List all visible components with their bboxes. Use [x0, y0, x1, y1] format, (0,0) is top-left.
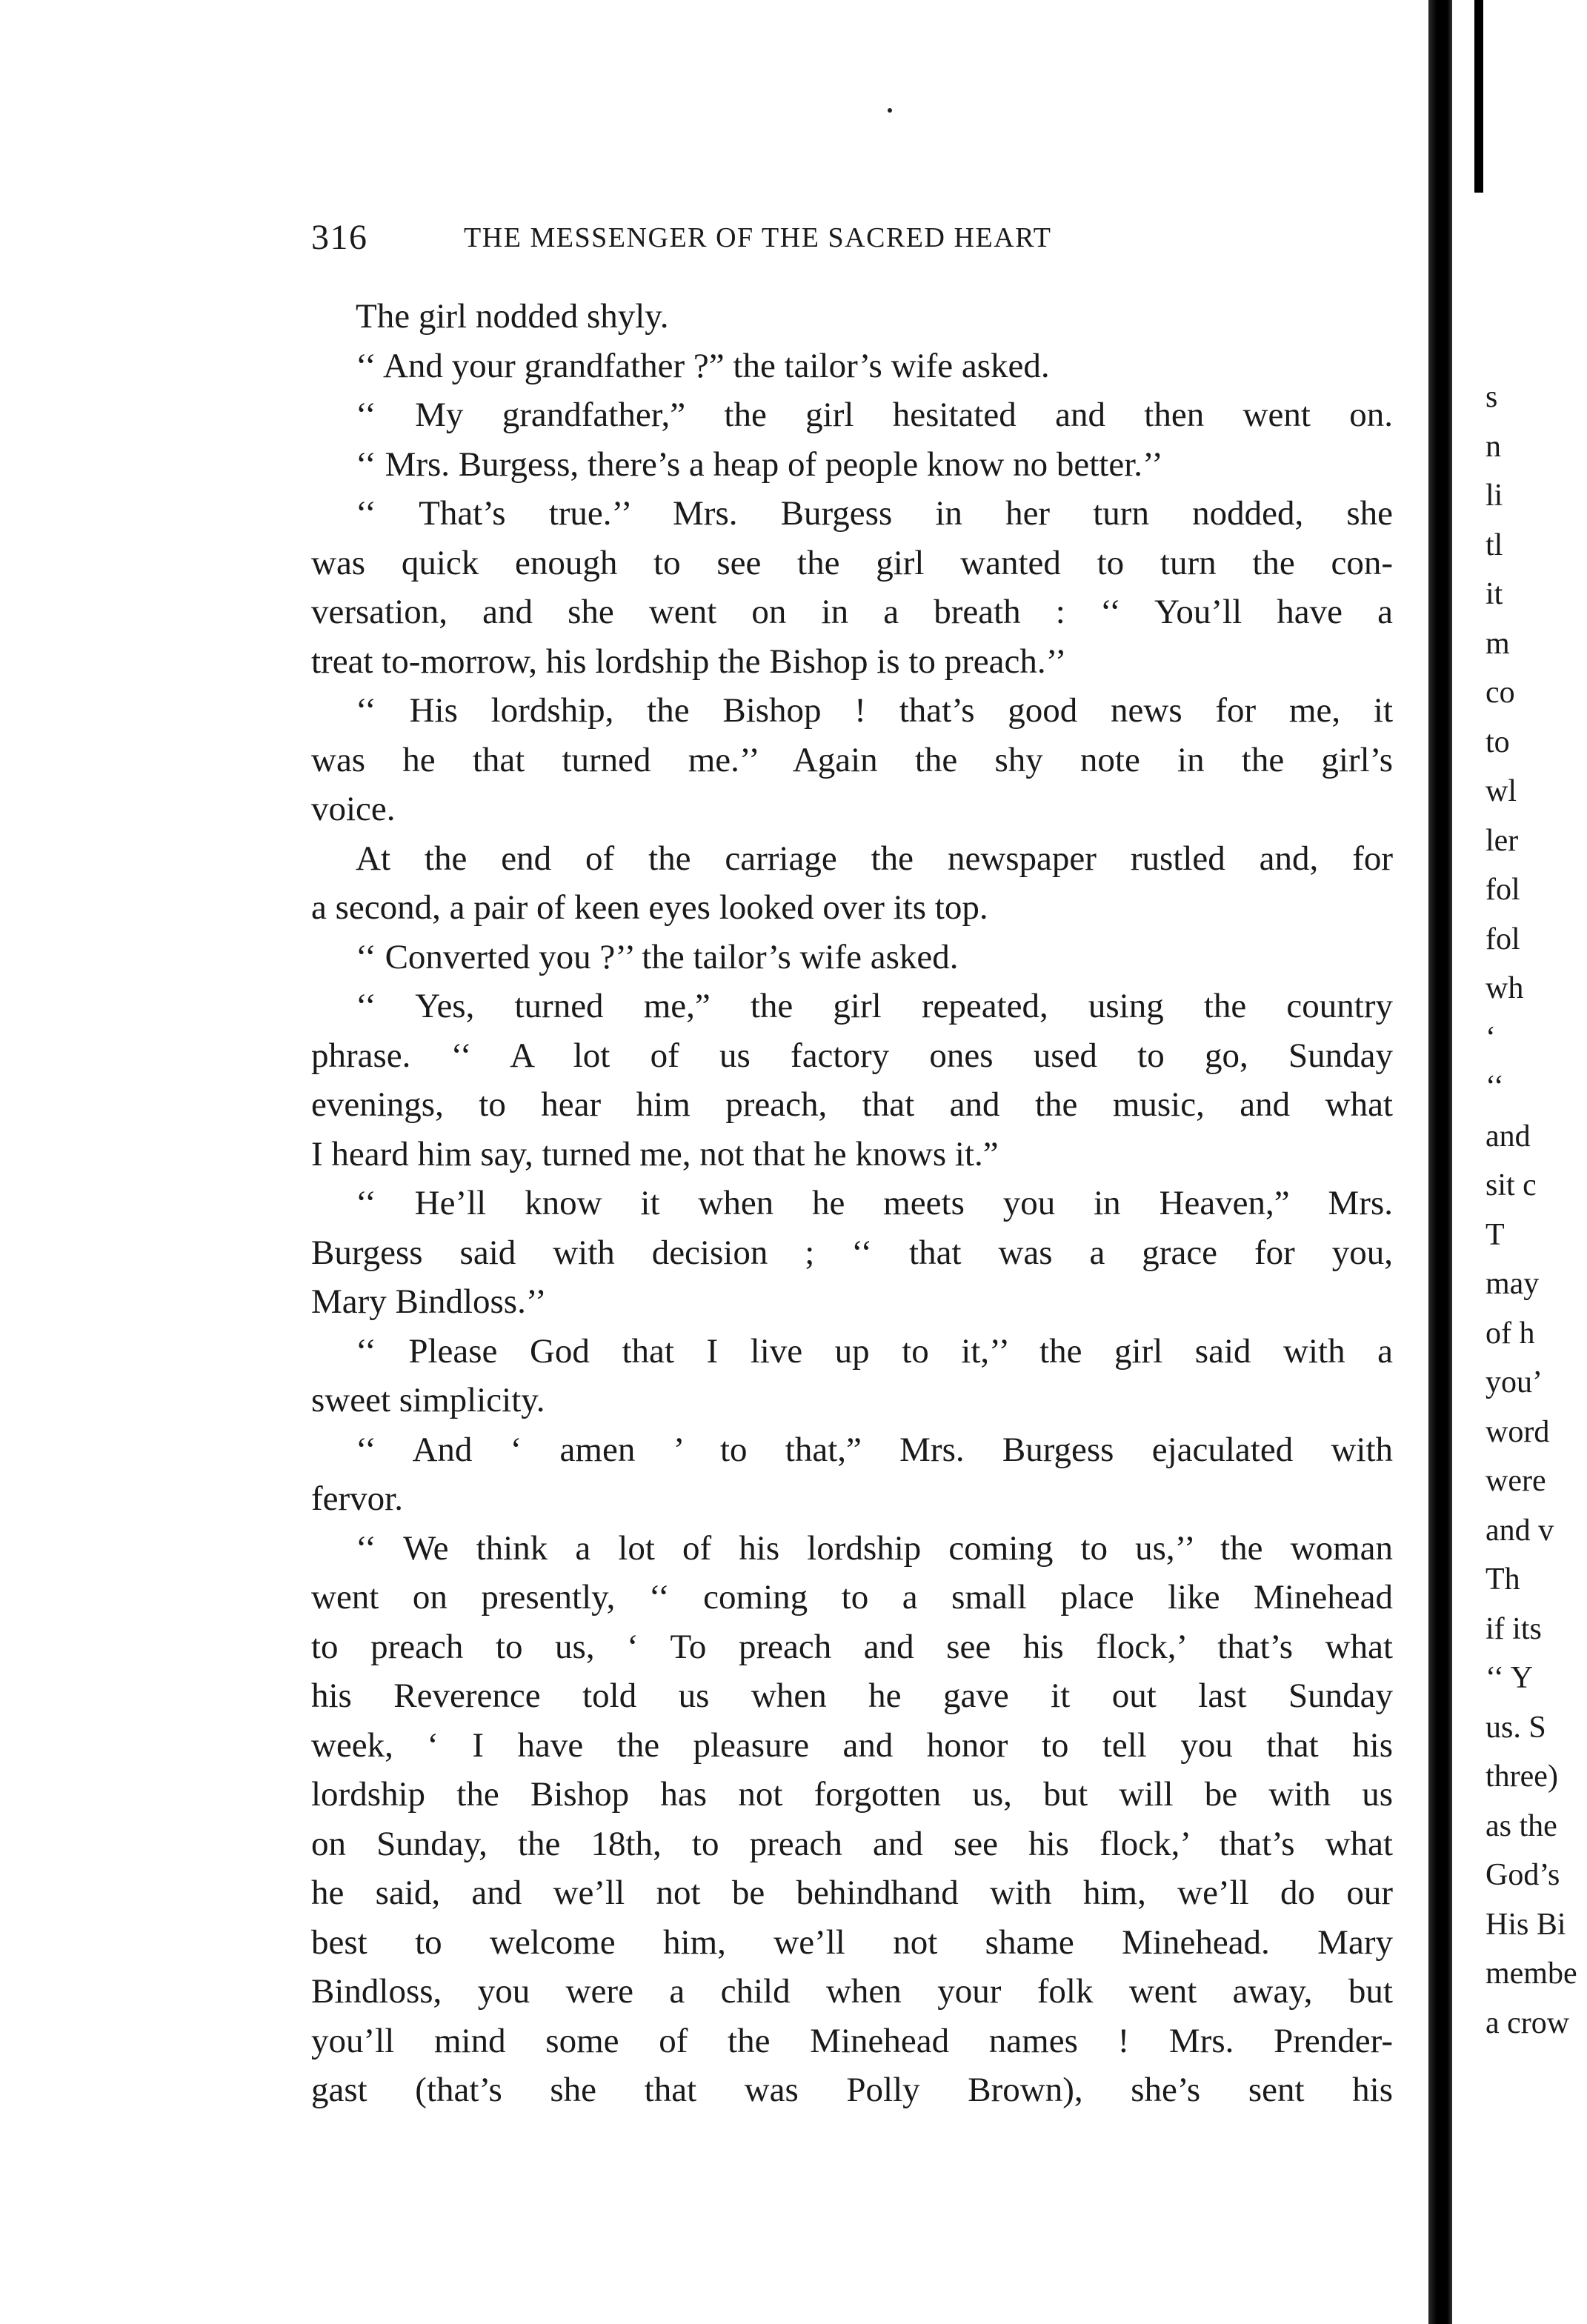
running-header [311, 212, 1393, 264]
edge-fragment: Th [1485, 1562, 1520, 1596]
edge-fragment: and [1485, 1119, 1531, 1153]
text-line: a second, a pair of keen eyes looked over its top. [311, 888, 988, 927]
text-line: ‘‘ Please God that I live up to it,’’ the girl said with a [356, 1331, 1393, 1371]
binding-gutter [1428, 0, 1452, 2324]
running-title: THE MESSENGER OF THE SACRED HEART [464, 222, 1052, 253]
edge-fragment [1485, 324, 1587, 373]
text-line: evenings, to hear him preach, that and the music, and what [311, 1085, 1393, 1124]
edge-fragment: to [1485, 725, 1510, 759]
edge-fragment: it [1485, 577, 1503, 611]
text-line: I heard him say, turned me, not that he knows it.” [311, 1134, 999, 1173]
edge-fragment: s [1485, 380, 1498, 414]
text-line: ‘‘ He’ll know it when he meets you in Heaven,” Mrs. [356, 1184, 1393, 1222]
edge-fragment: God’s [1485, 1858, 1560, 1892]
ink-speck [888, 108, 892, 113]
edge-fragment: fol [1485, 922, 1520, 956]
text-line: his Reverence told us when he gave it out last Sunday [311, 1677, 1393, 1715]
edge-fragment: n [1485, 429, 1501, 464]
edge-fragment: a crow [1485, 2005, 1570, 2040]
edge-fragment: li [1485, 479, 1503, 513]
text-line: he said, and we’ll not be behindhand with him, we’ll do our [311, 1874, 1393, 1912]
text-line: you’ll mind some of the Minehead names ! Mrs. Prender- [311, 2021, 1393, 2060]
edge-fragment: of h [1485, 1316, 1535, 1351]
edge-fragment: ‘‘ Y [1485, 1661, 1534, 1695]
edge-fragment: ler [1485, 823, 1519, 858]
text-line: sweet simplicity. [311, 1381, 545, 1419]
text-line: best to welcome him, we’ll not shame Minehead. Mary [311, 1922, 1393, 1962]
text-line: was quick enough to see the girl wanted to turn the con- [311, 543, 1393, 582]
page-number: 316 [311, 218, 368, 257]
edge-fragment: may [1485, 1267, 1540, 1301]
text-line: The girl nodded shyly. [356, 297, 669, 336]
text-line: voice. [311, 790, 396, 828]
edge-fragment: co [1485, 676, 1515, 710]
text-line: ‘‘ My grandfather,” the girl hesitated and then went on. [356, 396, 1393, 434]
edge-fragment: membe [1485, 1957, 1577, 1991]
text-line: phrase. ‘‘ A lot of us factory ones used to go, Sunday [311, 1036, 1393, 1075]
edge-fragment: ‘‘ [1485, 1070, 1504, 1104]
edge-fragment: were [1485, 1464, 1546, 1498]
binding-shadow-top [1474, 0, 1483, 193]
text-line: Mary Bindloss.’’ [311, 1282, 547, 1321]
page-body-text [311, 292, 1393, 2115]
text-line: ‘‘ That’s true.’’ Mrs. Burgess in her turn nodded, she [356, 494, 1393, 533]
text-line: fervor. [311, 1479, 403, 1518]
text-line: versation, and she went on in a breath : ‘‘ You’ll have a [311, 593, 1393, 631]
text-line: gast (that’s she that was Polly Brown), she’s sent his [311, 2071, 1393, 2109]
edge-fragment: fol [1485, 873, 1520, 907]
edge-fragment: wl [1485, 774, 1517, 808]
edge-fragment: you’ [1485, 1365, 1543, 1399]
text-line: ‘‘ And your grandfather ?” the tailor’s wife asked. [356, 346, 1050, 385]
text-line: ‘‘ His lordship, the Bishop ! that’s good news for me, it [356, 691, 1393, 730]
text-line: ‘‘ Mrs. Burgess, there’s a heap of people know no better.’’ [356, 445, 1163, 484]
text-line: went on presently, ‘‘ coming to a small place like Minehead [311, 1578, 1393, 1617]
text-line: treat to-morrow, his lordship the Bishop is to preach.’’ [311, 642, 1067, 681]
text-line: ‘‘ We think a lot of his lordship coming to us,’’ the woman [356, 1528, 1393, 1568]
edge-fragment: us. S [1485, 1710, 1546, 1745]
text-line: ‘‘ And ‘ amen ’ to that,” Mrs. Burgess ejaculated with [356, 1430, 1393, 1469]
text-line: ‘‘ Converted you ?’’ the tailor’s wife asked. [356, 937, 959, 976]
text-line: Burgess said with decision ; ‘‘ that was a grace for you, [311, 1233, 1393, 1272]
text-line: At the end of the carriage the newspaper rustled and, for [356, 839, 1393, 878]
edge-fragment: as the [1485, 1808, 1557, 1843]
edge-fragment [1485, 274, 1587, 324]
edge-fragment: word [1485, 1414, 1550, 1449]
next-page-edge [1485, 274, 1587, 2048]
edge-fragment: sit c [1485, 1168, 1537, 1202]
edge-fragment: T [1485, 1217, 1505, 1252]
edge-fragment: m [1485, 626, 1510, 661]
edge-fragment: three) [1485, 1759, 1558, 1794]
edge-fragment: His Bi [1485, 1907, 1566, 1942]
text-line: week, ‘ I have the pleasure and honor to tell you that his [311, 1725, 1393, 1765]
edge-fragment: if its [1485, 1611, 1542, 1646]
edge-fragment: tl [1485, 527, 1503, 562]
edge-fragment: and v [1485, 1513, 1554, 1548]
text-line: Bindloss, you were a child when your folk went away, but [311, 1972, 1393, 2011]
text-line: lordship the Bishop has not forgotten us, but will be with us [311, 1775, 1393, 1814]
text-line: ‘‘ Yes, turned me,” the girl repeated, using the country [356, 987, 1393, 1025]
text-line: was he that turned me.’’ Again the shy note in the girl’s [311, 740, 1393, 779]
text-line: on Sunday, the 18th, to preach and see his flock,’ that’s what [311, 1824, 1393, 1863]
edge-fragment: ‘ [1485, 1020, 1496, 1055]
edge-fragment: wh [1485, 971, 1524, 1005]
text-line: to preach to us, ‘ To preach and see his flock,’ that’s what [311, 1627, 1393, 1666]
